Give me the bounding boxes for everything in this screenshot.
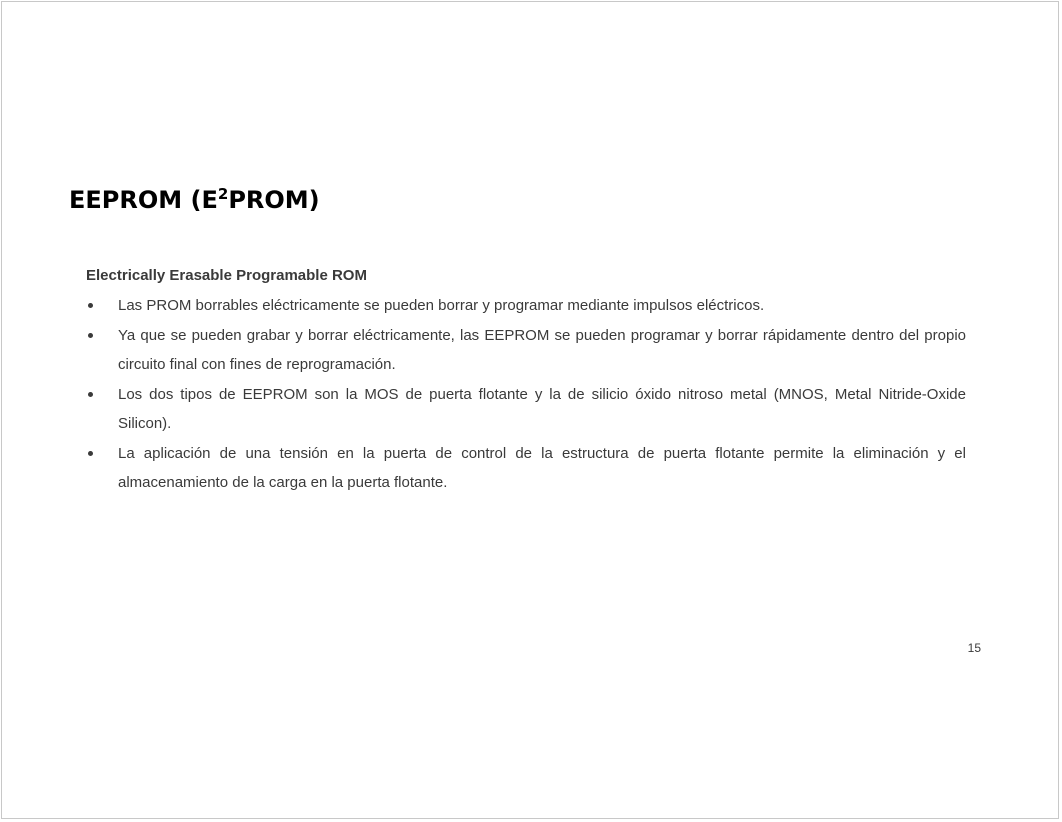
- bullet-dot-icon: [88, 303, 93, 308]
- subheading: Electrically Erasable Programable ROM: [86, 267, 367, 284]
- bullet-text: Los dos tipos de EEPROM son la MOS de puerta flotante y la de silicio óxido nitroso metal (MNOS, Metal Nitride-Oxide Silicon).: [118, 385, 966, 432]
- page-number: 15: [967, 641, 981, 655]
- bullet-item: [86, 291, 966, 321]
- bullet-item: [86, 380, 966, 439]
- bullet-text: La aplicación de una tensión en la puerta de control de la estructura de puerta flotante permite la eliminación y el almacenamiento de la carga en la puerta flotante.: [118, 444, 966, 491]
- bullet-item: [86, 439, 966, 498]
- slide-title: [69, 186, 320, 214]
- bullet-dot-icon: [88, 451, 93, 456]
- title-superscript: 2: [217, 185, 229, 203]
- title-tail: PROM): [228, 186, 320, 214]
- bullet-text: Las PROM borrables eléctricamente se pueden borrar y programar mediante impulsos eléctricos.: [118, 297, 765, 314]
- bullet-text: Ya que se pueden grabar y borrar eléctricamente, las EEPROM se pueden programar y borrar rápidamente dentro del propio circuito final con fines de reprogramación.: [118, 326, 966, 373]
- slide-content: [86, 266, 966, 498]
- bullet-dot-icon: [88, 392, 93, 397]
- bullet-list: [86, 291, 966, 498]
- title-main: EEPROM (E: [69, 186, 218, 214]
- bullet-dot-icon: [88, 333, 93, 338]
- slide: [1, 1, 1059, 819]
- bullet-item: [86, 321, 966, 380]
